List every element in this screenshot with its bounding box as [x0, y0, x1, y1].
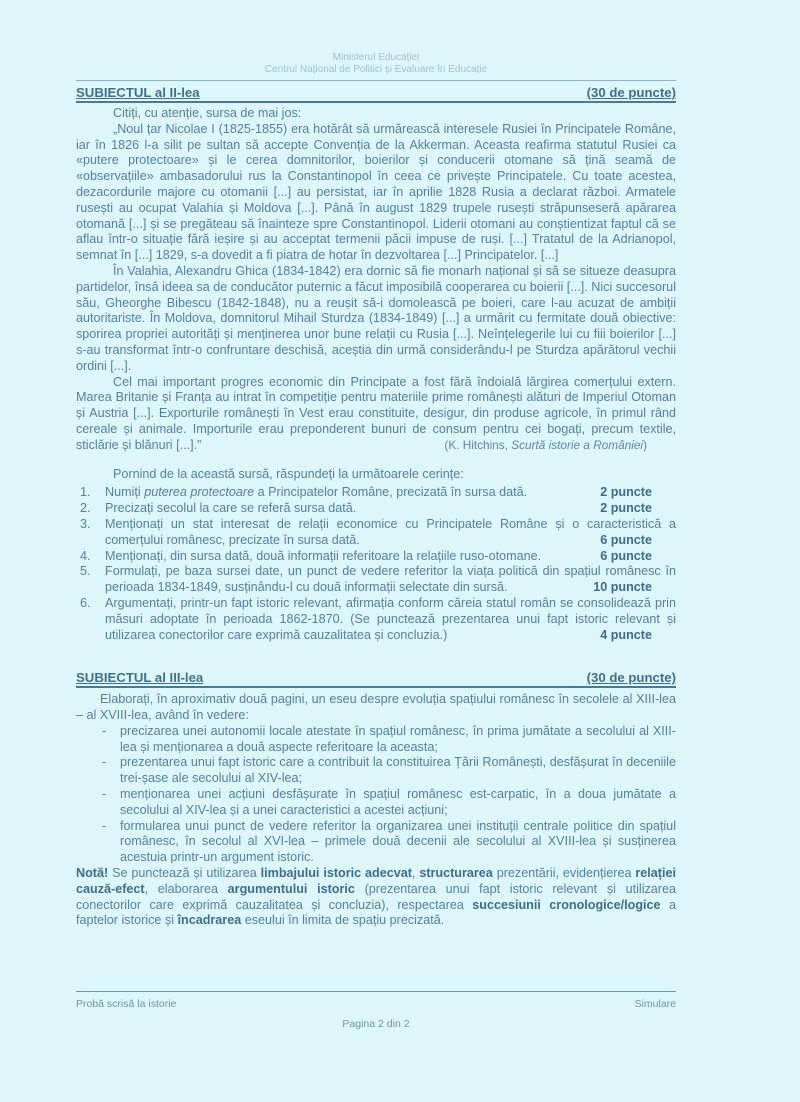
essay-requirement-text: precizarea unei autonomii locale atestate în spațiul românesc, în prima jumătate a secolului al XIII-lea și menționarea a două aspecte referitoare la aceasta;: [120, 723, 676, 754]
text-run: Scurtă istorie a României: [511, 437, 644, 452]
essay-requirement-list: [76, 724, 676, 866]
subject2-points-label: (30 de puncte): [586, 85, 676, 100]
source-paragraph-2: În Valahia, Alexandru Ghica (1834-1842) era dornic să fie monarh național și să se situeze deasupra partidelor, însă ideea sa de conducător puternic a făcut imposibilă cooperarea cu boierii [...]. Nici succesorul său, Gheorghe Bibescu (1842-1848), nu a reușit să-i domolească pe boieri, care l-au acuzat de ambiții autoritariste. În Moldova, domnitorul Mihail Sturdza (1834-1849) [...] a urmărit cu fermitate două obiective: sporirea propriei autorități și menținerea unor bune relații cu Rusia [...]. Neînțelegerile lui cu fiii boierilor [...] s-au transformat într-o confruntare deschisă, aceștia din urmă considerându-l pe Sturdza apărătorul vechii ordini [...].: [76, 263, 676, 373]
question-item: [76, 596, 676, 643]
text-run: succesiunii cronologice/logice: [472, 897, 661, 912]
text-run: relației cauză-efect: [76, 866, 676, 896]
text-run: încadrarea: [177, 913, 242, 928]
question-text: [105, 596, 676, 642]
bullet-dash: -: [102, 723, 107, 738]
essay-requirement-text: formularea unui punct de vedere referitor la organizarea unei instituții centrale politice din spațiul românesc, în secolul al XVI-lea – primele două decenii ale secolului al XVIII-lea și susținerea acestuia printr-un argument istoric.: [120, 818, 676, 865]
question-points: 10 puncte: [593, 580, 652, 595]
text-run: argumentului istoric: [227, 881, 355, 896]
essay-requirement-item: [76, 787, 676, 819]
text-run: Notă!: [76, 866, 109, 881]
subject3-points-label: (30 de puncte): [586, 670, 676, 686]
question-item: [76, 564, 676, 596]
text-run: Precizați secolul la care se referă sursa dată.: [105, 501, 357, 516]
question-item: [76, 501, 676, 517]
footer-divider: [76, 991, 676, 992]
text-run: Menționați un stat interesat de relații economice cu Principatele Române și o caracteristică a comerțului românesc, precizate în sursa dată.: [105, 516, 676, 547]
question-number: 3.: [80, 516, 91, 531]
subject2-heading: [76, 84, 676, 103]
text-run: eseului în limita de spațiu precizată.: [241, 913, 445, 928]
question-points: 6 puncte: [600, 532, 652, 547]
text-run: Numiți: [105, 485, 145, 500]
question-text: [105, 485, 527, 499]
page-content: [76, 0, 676, 929]
essay-requirement-text: menționarea unei acțiuni desfășurate în spațiul românesc est-carpatic, în a doua jumătate a secolului al XIV-lea și a unei caracteristici a acestei acțiuni;: [120, 787, 676, 817]
subject3-title: SUBIECTUL al III-lea: [76, 670, 204, 686]
bullet-dash: -: [102, 818, 107, 833]
question-points: 2 puncte: [600, 501, 652, 516]
question-text: [105, 517, 676, 547]
question-number: 6.: [80, 595, 91, 610]
question-text: [105, 549, 541, 563]
text-run: (K. Hitchins,: [444, 437, 512, 452]
center-national-line: Centrul Național de Politici și Evaluare în Educație: [264, 64, 488, 75]
question-number: 2.: [80, 501, 91, 516]
text-run: Menționați, din sursa dată, două informații referitoare la relațiile ruso-otomane.: [105, 548, 542, 563]
footer-page-number: Pagina 2 din 2: [342, 1018, 410, 1030]
text-run: ,: [411, 866, 420, 881]
text-run: ): [643, 437, 647, 452]
text-run: limbajului istoric adecvat: [260, 866, 412, 881]
bullet-dash: -: [102, 755, 107, 770]
essay-requirement-item: [76, 724, 676, 756]
subject3-heading: [76, 669, 676, 688]
source-paragraph-3: [76, 375, 676, 454]
text-run: a Principatelor Române, precizată în sursa dată.: [254, 485, 528, 500]
question-text: [105, 564, 676, 594]
question-number: 1.: [80, 485, 91, 500]
source-paragraph-1: „Noul țar Nicolae I (1825-1855) era hotărât să urmărească interesele Rusiei în Principatele Române, iar în 1826 l-a silit pe sultan să accepte Convenția de la Akkerman. Aceasta reafirma statutul Rusiei ca «putere protectoare» și le cerea domnitorilor, boierilor și conducerii otomane să țină seamă de «observațiile» ambasadorului rus la Constantinopol în ceea ce privește Principatele. Cu toate acestea, dezacordurile majore cu otomanii [...] au persistat, iar în aprilie 1828 Rusia a declarat război. Armatele rusești au ocupat Valahia și Moldova [...]. Până în august 1829 trupele rusești străpunseseră apărarea otomană [...] și se pregăteau să înainteze spre Constantinopol. Liderii otomani au conștientizat faptul că se aflau într-o situație fără ieșire și au acceptat termenii păcii impuse de ruși. [...] Tratatul de la Adrianopol, semnat în [...] 1829, s-a dovedit a fi piatra de hotar în dezvoltarea [...] Principatelor. [...]: [76, 121, 676, 263]
ministry-line: Ministerul Educației: [332, 52, 420, 63]
question-points: 6 puncte: [600, 548, 652, 563]
document-header: [76, 52, 676, 81]
source-paragraph-3-text: Cel mai important progres economic din Principate a fost fără îndoială lărgirea comerțului extern. Marea Britanie și Franța au intrat în competiție pentru materiile prime românești alături de Imperiul Otoman și Austria [...]. Exporturile românești în Vest erau constituite, desigur, din produse agricole, în primul rând cereale și animale. Importurile erau preponderent bunuri de consum pentru cei bogați, precum textile, sticlărie și blănuri [...].”: [76, 374, 676, 452]
document-footer: [76, 991, 676, 1031]
question-list: [76, 485, 676, 643]
grading-note: [76, 866, 676, 929]
text-run: Formulați, pe baza sursei date, un punct de vedere referitor la viața politică din spațiul românesc în perioada 1834-1849, susținându-l cu două informații selectate din sursă.: [105, 564, 676, 595]
question-item: [76, 549, 676, 565]
text-run: Argumentați, printr-un fapt istoric relevant, afirmația conform căreia statul român se consolidează prin măsuri adoptate în perioada 1862-1870. (Se punctează prezentarea unui fapt istoric relevant și utilizarea conectorilor care exprimă cauzalitatea și concluzia.): [105, 595, 676, 642]
source-attribution: [407, 438, 647, 454]
text-run: a faptelor istorice și: [76, 897, 676, 928]
footer-exam-type: Probă scrisă la istorie: [76, 998, 177, 1010]
question-number: 4.: [80, 548, 91, 563]
subject3-intro: Elaborați, în aproximativ două pagini, un eseu despre evoluția spațiului românesc în secolele al XIII-lea – al XVIII-lea, având în vedere:: [76, 692, 676, 723]
text-run: , elaborarea: [144, 881, 228, 896]
question-text: [105, 501, 356, 515]
question-points: 4 puncte: [600, 627, 652, 642]
text-run: structurarea: [419, 866, 493, 881]
subject2-title: SUBIECTUL al II-lea: [76, 85, 200, 100]
question-item: [76, 485, 676, 501]
question-number: 5.: [80, 564, 91, 579]
text-run: (prezentarea unui fapt istoric relevant și utilizarea conectorilor care exprimă cauzalitatea și concluzia), respectarea: [76, 881, 676, 912]
text-run: puterea protectoare: [144, 485, 255, 500]
essay-requirement-text: prezentarea unui fapt istoric care a contribuit la constituirea Țării Românești, desfășurat în deceniile trei-șase ale secolului al XIV-lea;: [120, 755, 676, 786]
text-run: prezentării, evidențierea: [492, 866, 636, 881]
essay-requirement-item: [76, 819, 676, 866]
header-divider: [76, 80, 676, 81]
question-item: [76, 517, 676, 549]
text-run: Se punctează și utilizarea: [108, 866, 261, 881]
bullet-dash: -: [102, 787, 107, 802]
subject2-intro: Citiți, cu atenție, sursa de mai jos:: [113, 106, 302, 120]
essay-requirement-item: [76, 755, 676, 787]
question-points: 2 puncte: [600, 485, 652, 500]
subject2-prompt: Pornind de la această sursă, răspundeți la următoarele cerințe:: [113, 466, 464, 481]
footer-session: Simulare: [634, 998, 676, 1010]
